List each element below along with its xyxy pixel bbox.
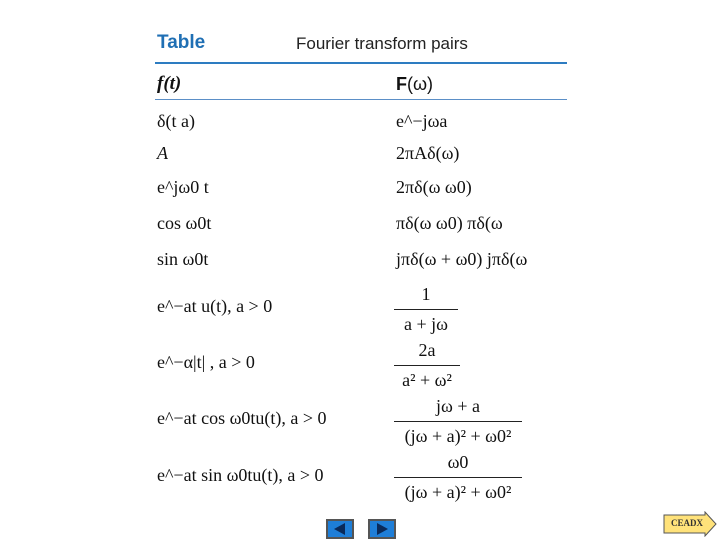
prev-slide-button[interactable] (326, 519, 354, 539)
row-1-F (396, 111, 447, 132)
column-header-F-arg: (ω) (407, 74, 434, 94)
row-9-F-numerator: ω0 (447, 452, 469, 472)
row-1-F-text: e^−jωa (396, 111, 448, 131)
row-2-f (157, 143, 168, 164)
next-slide-button[interactable] (368, 519, 396, 539)
triangle-right-icon (370, 521, 394, 537)
row-8-f-text: e^−at cos ω0tu(t), a > 0 (157, 408, 327, 428)
next-badge-label: CEADX (670, 518, 703, 528)
row-4-f (157, 213, 211, 234)
row-9-F-denominator: (jω + a)² + ω0² (394, 477, 522, 503)
row-7-f (157, 352, 255, 373)
row-7-F (394, 340, 460, 391)
row-8-F-denominator: (jω + a)² + ω0² (394, 421, 522, 447)
row-3-F (396, 177, 472, 198)
row-4-f-text: cos ω0t (157, 213, 212, 233)
next-badge-button[interactable] (663, 511, 717, 537)
header-rule (155, 99, 567, 100)
row-7-F-denominator: a² + ω² (394, 365, 460, 391)
row-5-f-text: sin ω0t (157, 249, 209, 269)
row-3-f (157, 177, 209, 198)
row-8-F-numerator: jω + a (436, 396, 480, 416)
row-6-f (157, 296, 272, 317)
row-9-f (157, 465, 324, 486)
row-1-f-text: δ(t a) (157, 111, 195, 131)
row-3-f-text: e^jω0 t (157, 177, 209, 197)
row-8-f (157, 408, 327, 429)
row-2-f-text: A (157, 143, 168, 163)
row-2-F (396, 143, 459, 164)
table-label: Table (157, 32, 206, 53)
table-title: Fourier transform pairs (296, 34, 468, 53)
row-7-f-text: e^−α|t| , a > 0 (157, 352, 255, 372)
row-9-f-text: e^−at sin ω0tu(t), a > 0 (157, 465, 324, 485)
triangle-left-icon (328, 521, 352, 537)
row-2-F-text: 2πAδ(ω) (396, 143, 460, 163)
row-9-F (394, 452, 522, 503)
column-header-F-bold: F (396, 74, 407, 94)
row-5-F-text: jπδ(ω + ω0) jπδ(ω (396, 249, 528, 269)
row-6-F (394, 284, 458, 335)
column-header-f: f(t) (157, 73, 182, 94)
row-6-f-text: e^−at u(t), a > 0 (157, 296, 273, 316)
row-5-F (396, 249, 527, 270)
row-5-f (157, 249, 208, 270)
column-header-F (396, 74, 433, 95)
row-6-F-denominator: a + jω (394, 309, 458, 335)
row-6-F-numerator: 1 (421, 284, 431, 304)
top-rule (155, 62, 567, 64)
row-1-f (157, 111, 195, 132)
row-4-F (396, 213, 503, 234)
row-3-F-text: 2πδ(ω ω0) (396, 177, 472, 197)
row-8-F (394, 396, 522, 447)
row-4-F-text: πδ(ω ω0) πδ(ω (396, 213, 503, 233)
row-7-F-numerator: 2a (418, 340, 436, 360)
